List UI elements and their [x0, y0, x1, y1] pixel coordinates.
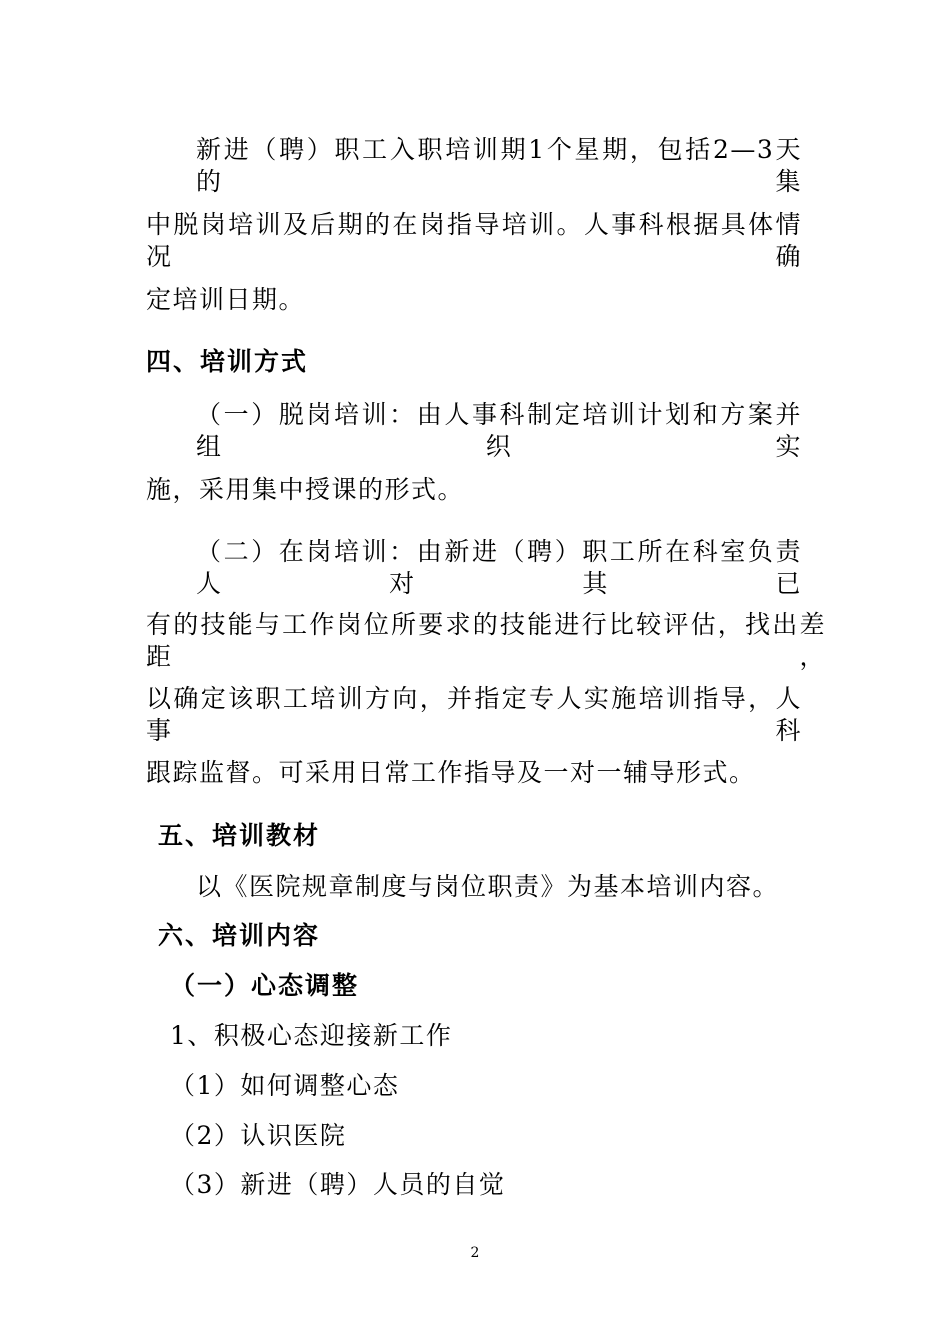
paragraph-line: 有的技能与工作岗位所要求的技能进行比较评估，找出差距，: [146, 610, 826, 671]
list-item: （2）认识医院: [170, 1121, 347, 1150]
paragraph-line: （二）在岗培训：由新进（聘）职工所在科室负责人对其已: [196, 537, 802, 598]
list-item: （3）新进（聘）人员的自觉: [170, 1170, 506, 1199]
paragraph-line: 以确定该职工培训方向，并指定专人实施培训指导，人事科: [146, 684, 802, 745]
paragraph-line: 跟踪监督。可采用日常工作指导及一对一辅导形式。: [146, 758, 756, 787]
subsection-heading: （一）心态调整: [170, 971, 360, 1000]
paragraph-line: 中脱岗培训及后期的在岗指导培训。人事科根据具体情况确: [146, 210, 802, 271]
list-item: （1）如何调整心态: [170, 1071, 400, 1100]
list-item: 1、积极心态迎接新工作: [170, 1021, 453, 1050]
paragraph-line: （一）脱岗培训：由人事科制定培训计划和方案并组织实: [196, 400, 802, 461]
section-heading: 五、培训教材: [158, 821, 321, 850]
paragraph-line: 新进（聘）职工入职培训期1个星期，包括2—3天的集: [196, 135, 802, 196]
section-heading: 四、培训方式: [146, 347, 309, 376]
paragraph-line: 定培训日期。: [146, 285, 306, 314]
section-heading: 六、培训内容: [158, 921, 321, 950]
paragraph-line: 以《医院规章制度与岗位职责》为基本培训内容。: [196, 872, 780, 901]
paragraph-line: 施，采用集中授课的形式。: [146, 475, 465, 504]
page-number: 2: [470, 1245, 480, 1261]
